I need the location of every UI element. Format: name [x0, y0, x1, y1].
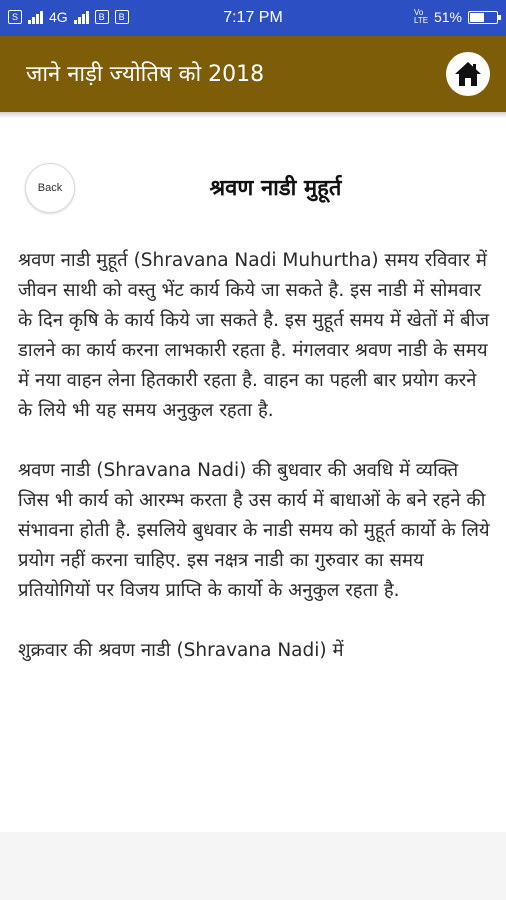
- paragraph: श्रवण नाडी मुहूर्त (Shravana Nadi Muhurtha) समय रविवार में जीवन साथी को वस्तु भेंट कार्य किये जा सकते है. इस नाडी में सोमवार के दिन कृषि के कार्य किये जा सकते है. इस मुहूर्त समय में खेतों में बीज डालने का कार्य करना लाभकारी रहता है. मंगलवार श्रवण नाडी के समय में नया वाहन लेना हितकारी रहता है. वाहन का पहली बार प्रयोग करने के लिये भी यह समय अनुकुल रहता है.: [18, 250, 490, 421]
- network-type: 4G: [49, 9, 68, 25]
- notification-icon-2: B: [115, 10, 129, 24]
- app-title: जाने नाड़ी ज्योतिष को 2018: [26, 62, 265, 87]
- paragraph: श्रवण नाडी (Shravana Nadi) की बुधवार की अवधि में व्यक्ति जिस भी कार्य को आरम्भ करता है उस कार्य में बाधाओं के बने रहने की संभावना होती है. इसलिये बुधवार के नाडी समय को मुहूर्त कार्यो के लिये प्रयोग नहीं करना चाहिए. इस नक्षत्र नाडी का गुरुवार का समय प्रतियोगियों पर विजय प्राप्ति के कार्यो के अनुकुल रहता है.: [18, 460, 490, 601]
- paragraph: शुक्रवार की श्रवण नाडी (Shravana Nadi) में: [18, 640, 344, 661]
- app-bar-shadow: [0, 112, 506, 118]
- status-time: 7:17 PM: [223, 9, 283, 26]
- notification-icon: B: [95, 10, 109, 24]
- sim-icon: S: [8, 10, 22, 24]
- app-bar: [0, 36, 506, 112]
- volte-label: Vo LTE: [413, 8, 429, 25]
- status-right: [414, 9, 498, 25]
- back-button[interactable]: Back: [25, 163, 75, 213]
- home-icon: [453, 59, 483, 89]
- battery-fill: [470, 13, 484, 22]
- battery-icon: [468, 11, 498, 24]
- battery-percent: 51%: [433, 9, 462, 25]
- page-title: श्रवण नाडी मुहूर्त: [209, 176, 342, 201]
- article-body: [18, 246, 492, 830]
- status-bar: [0, 0, 506, 36]
- bottom-area: [0, 832, 506, 900]
- home-button[interactable]: [446, 52, 490, 96]
